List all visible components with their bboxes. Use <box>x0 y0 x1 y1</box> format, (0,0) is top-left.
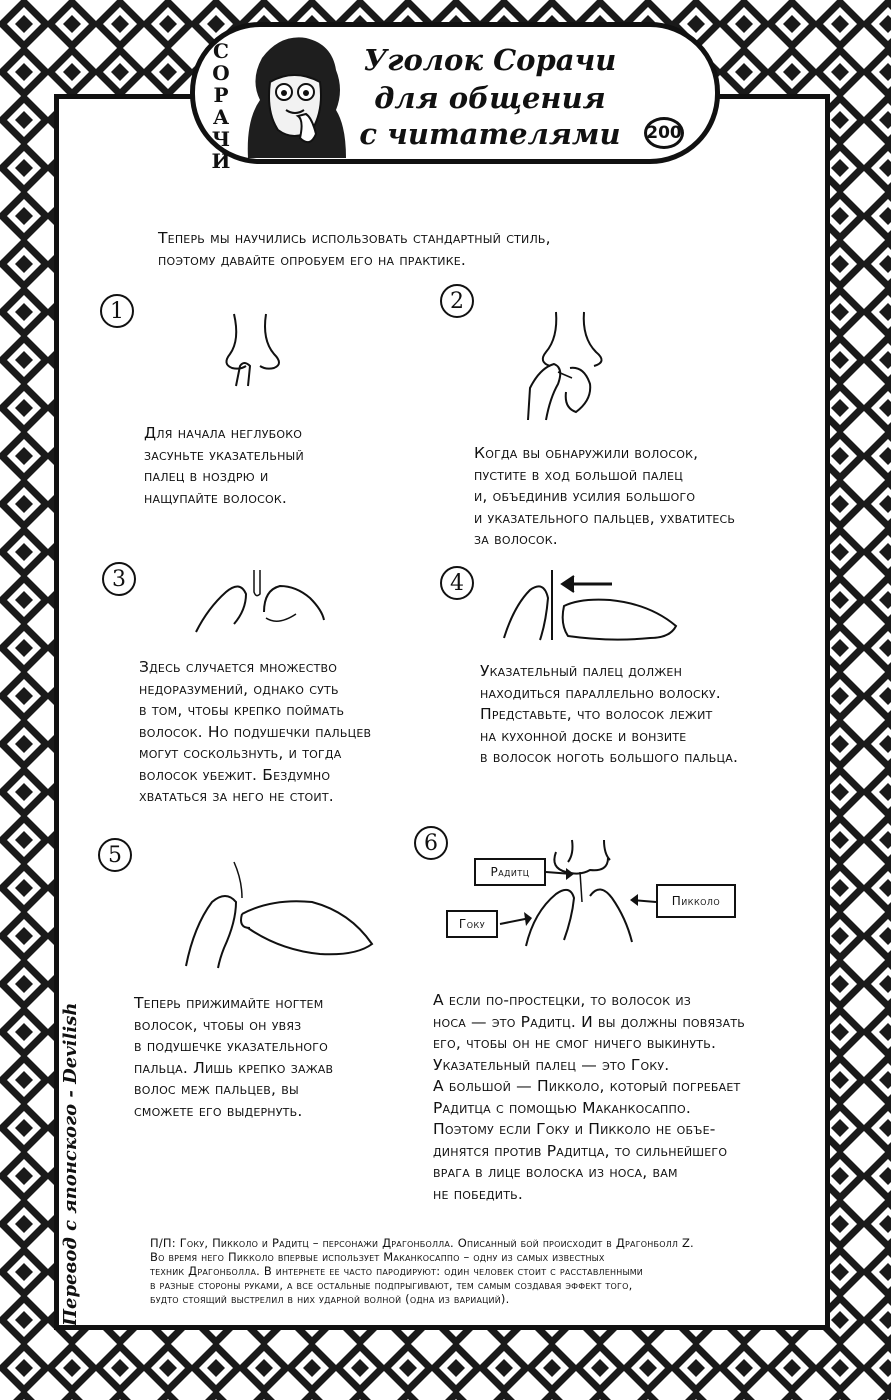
step-2-text: Когда вы обнаружили волосок, пустите в ход большой палец и, объединив усилия большого и указательного пальцев, ухватитесь за волосок. <box>474 444 736 548</box>
translator-credit: Перевод с японского - Devilish <box>60 1002 81 1326</box>
issue-number-badge: 200 <box>644 117 684 149</box>
step-6-number: 6 <box>414 826 448 860</box>
side-name-char: А <box>212 105 230 129</box>
translator-footnote: П/П: Гоку, Пикколо и Радитц – персонажи Драгонболла. Описанный бой происходит в Драгонболл Z. Во время него Пикколо впервые использует Маканкосаппо – одну из самых известных техник Драгонболла. В интернете ее часто пародируют: один человек стоит с расставленными в разные стороны руками, а все остальные подпрыгивают, тем самым создавая эффект того, будто стоящий выстрелил в них ударной волной (одна из вариаций). <box>150 1236 694 1306</box>
gorilla-avatar-icon <box>240 30 350 162</box>
header-title-line-1: Уголок Сорачи <box>363 43 617 77</box>
header-title-line-2: для общения <box>374 81 606 115</box>
thumb-nail-arrow-illustration <box>500 566 690 646</box>
step-2-number: 2 <box>440 284 474 318</box>
step-3-text: Здесь случается множество недоразумений, однако суть в том, чтобы крепко поймать волосок. Но подушечки пальцев могут соскользнуть, и тогда волосок убежит. Бездумно хвататься за него не стоит. <box>139 658 372 805</box>
side-name-char: Р <box>213 83 229 107</box>
side-name <box>210 40 232 172</box>
side-name-char: С <box>213 39 229 63</box>
nose-finger-illustration <box>210 310 300 390</box>
step-3-number: 3 <box>102 562 136 596</box>
nose-pinch-illustration <box>520 308 620 424</box>
header-title-line-3: с читателями <box>359 117 621 151</box>
step-4-number: 4 <box>440 566 474 600</box>
step-5-text: Теперь прижимайте ногтем волосок, чтобы он увяз в подушечке указательного пальца. Лишь крепко зажав волос меж пальцев, вы сможете его выдернуть. <box>134 994 334 1120</box>
step-1-number: 1 <box>100 294 134 328</box>
label-goku: Гоку <box>446 910 498 938</box>
label-arrows <box>440 840 670 940</box>
label-raditz: Радитц <box>474 858 546 886</box>
intro-text: Теперь мы научились использовать стандартный стиль, поэтому давайте опробуем его на практике. <box>158 229 551 269</box>
label-piccolo: Пикколо <box>656 884 736 918</box>
side-name-char: И <box>211 149 231 173</box>
step-4-text: Указательный палец должен находиться параллельно волоску. Представьте, что волосок лежит на кухонной доске и вонзите в волосок ноготь большого пальца. <box>480 662 739 766</box>
step-1-text: Для начала неглубоко засуньте указательный палец в ноздрю и нащупайте волосок. <box>144 424 304 507</box>
side-name-char: Ч <box>211 127 231 151</box>
fingers-grip-illustration <box>192 568 332 638</box>
pull-hair-illustration <box>180 858 380 970</box>
step-5-number: 5 <box>98 838 132 872</box>
step-6-text: А если по-простецки, то волосок из носа — это Радитц. И вы должны повязать его, чтобы он не смог ничего выкинуть. Указательный палец — это Гоку. А большой — Пикколо, который погребает Радитца с помощью Маканкосаппо. Поэтому если Гоку и Пикколо не объе- динятся против Радитца, то сильнейшего врага в лице волоска из носа, вам не победить. <box>433 991 746 1203</box>
side-name-char: О <box>212 61 230 85</box>
